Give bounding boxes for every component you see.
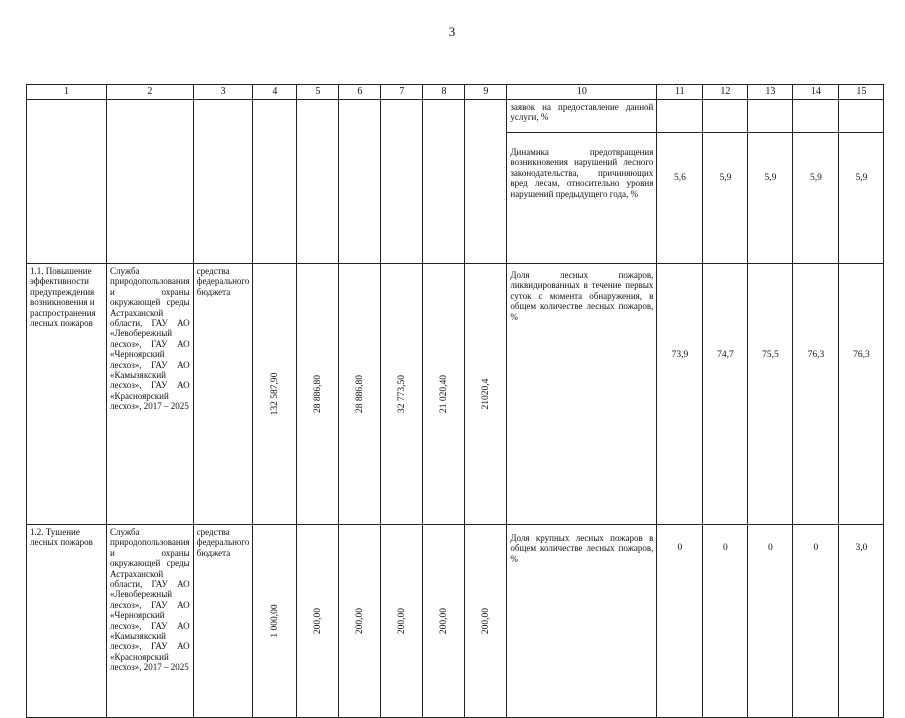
cell-value: 5,9 [703,133,748,264]
cell-measure: 1.1. Повышение эффективности предупреждения возникновения и распространения лесных пожаров [27,264,107,525]
cell-source: средства федерального бюджета [193,264,253,525]
amount-text: 132 587,90 [269,372,280,416]
amount-text: 200,00 [354,607,365,635]
cell-amount [339,100,381,264]
program-table [26,84,884,718]
amount-text: 21020,4 [480,378,491,410]
amount-text: 32 773,50 [396,375,407,413]
col-header: 3 [193,85,253,100]
cell-value: 5,6 [657,133,703,264]
cell-source [193,100,253,264]
cell-indicator: заявок на предоставление данной услуги, % [507,100,657,133]
amount-text: 21 020,40 [438,375,449,413]
col-header: 6 [339,85,381,100]
col-header: 8 [423,85,465,100]
col-header: 11 [657,85,703,100]
cell-value: 0 [657,525,703,718]
cell-executor [107,100,194,264]
col-header: 15 [839,85,884,100]
col-header: 10 [507,85,657,100]
cell-value: 0 [703,525,748,718]
col-header: 1 [27,85,107,100]
cell-indicator: Динамика предотвращения возникновения нарушений лесного законодательства, причиняющих вред лесам, относительно уровня нарушений предыдущего года, % [507,133,657,264]
cell-value [839,100,884,133]
amount-text: 200,00 [438,607,449,635]
cell-amount [465,264,507,525]
cell-amount [423,100,465,264]
cell-value [657,100,703,133]
cell-amount [465,525,507,718]
amount-text: 200,00 [312,607,323,635]
cell-executor: Служба природопользования и охраны окружающей среды Астраханской области, ГАУ АО «Левобережный лесхоз», ГАУ АО «Черноярский лесхоз», ГАУ АО «Камызякский лесхоз», ГАУ АО «Красноярский лесхоз», 2017 – 2025 [107,525,194,718]
col-header: 5 [297,85,339,100]
cell-measure [27,100,107,264]
cell-value [748,100,793,133]
cell-indicator: Доля крупных лесных пожаров в общем количестве лесных пожаров, % [507,525,657,718]
cell-value: 74,7 [703,264,748,525]
col-header: 2 [107,85,194,100]
amount-text: 200,00 [480,607,491,635]
cell-value: 76,3 [839,264,884,525]
table-row [27,525,884,718]
col-header: 7 [381,85,423,100]
header-row [27,85,884,100]
cell-amount [339,525,381,718]
cell-value: 5,9 [839,133,884,264]
cell-value: 3,0 [839,525,884,718]
cell-amount [381,525,423,718]
cell-amount [423,264,465,525]
cell-source: средства федерального бюджета [193,525,253,718]
col-header: 12 [703,85,748,100]
cell-indicator: Доля лесных пожаров, ликвидированных в течение первых суток с момента обнаружения, в общем количестве лесных пожаров, % [507,264,657,525]
cell-amount [253,264,297,525]
cell-amount [297,525,339,718]
cell-value: 5,9 [748,133,793,264]
col-header: 4 [253,85,297,100]
page-number: 3 [448,24,456,39]
cell-amount [465,100,507,264]
cell-amount [297,100,339,264]
cell-value: 0 [748,525,793,718]
cell-value [793,100,839,133]
cell-amount [381,100,423,264]
cell-value [703,100,748,133]
cell-amount [381,264,423,525]
cell-amount [423,525,465,718]
table-row [27,100,884,133]
col-header: 13 [748,85,793,100]
cell-value: 73,9 [657,264,703,525]
amount-text: 28 886,80 [312,375,323,413]
cell-amount [339,264,381,525]
cell-amount [253,525,297,718]
amount-text: 200,00 [396,607,407,635]
cell-measure: 1.2. Тушение лесных пожаров [27,525,107,718]
cell-value: 0 [793,525,839,718]
cell-executor: Служба природопользования и охраны окружающей среды Астраханской области, ГАУ АО «Левобережный лесхоз», ГАУ АО «Черноярский лесхоз», ГАУ АО «Камызякский лесхоз», ГАУ АО «Красноярский лесхоз», 2017 – 2025 [107,264,194,525]
amount-text: 1 000,00 [269,604,280,638]
col-header: 9 [465,85,507,100]
cell-value: 76,3 [793,264,839,525]
amount-text: 28 886,80 [354,375,365,413]
table-row [27,264,884,525]
col-header: 14 [793,85,839,100]
cell-value: 75,5 [748,264,793,525]
cell-amount [253,100,297,264]
cell-amount [297,264,339,525]
cell-value: 5,9 [793,133,839,264]
